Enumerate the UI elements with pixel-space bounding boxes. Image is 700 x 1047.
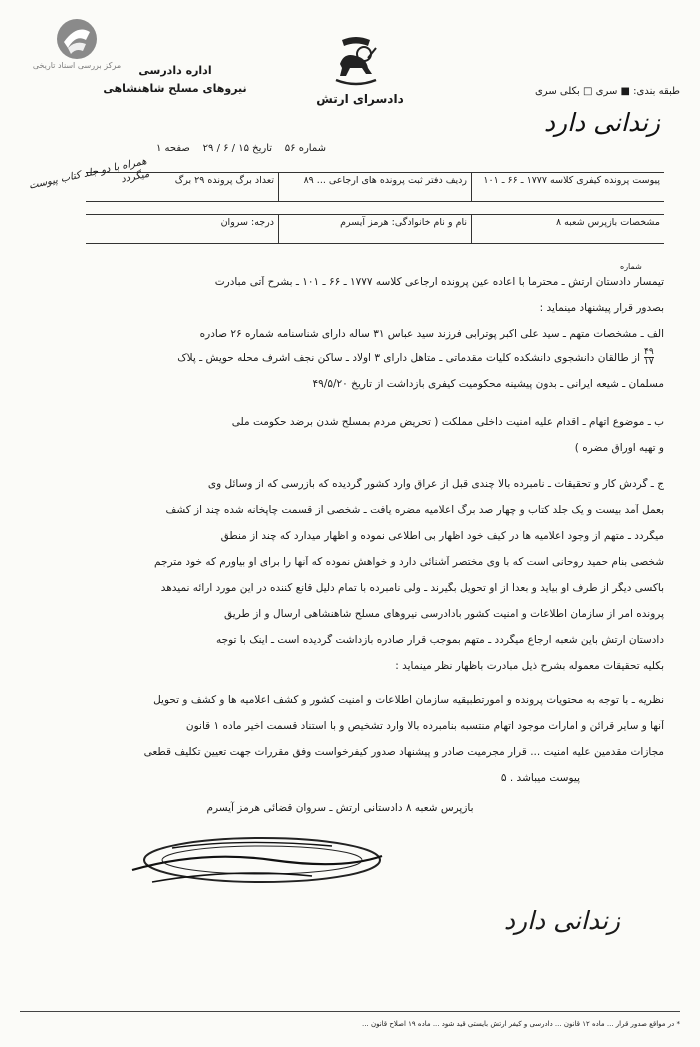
document-date: تاریخ ۱۵ / ۶ / ۲۹ bbox=[202, 143, 273, 154]
classification-field: طبقه بندی: ■ سری □ بکلی سری bbox=[534, 86, 680, 97]
office-line-2: نیروهای مسلح شاهنشاهی bbox=[103, 82, 247, 95]
file-field: پیوست پرونده کیفری کلاسه ۱۷۷۷ ـ ۶۶ ـ ۱۰۱ bbox=[471, 173, 664, 201]
body-line: بعمل آمد بیست و یک جلد کتاب و چهار صد برگ اعلامیه مضره یافت ـ شخصی از قسمت چاپخانه شده چند از کشف bbox=[165, 504, 664, 516]
body-line: ج ـ گردش کار و تحقیقات ـ نامبرده بالا چندی قبل از عراق وارد کشور گردیده که بازرسی که از وسائل وی bbox=[207, 478, 664, 490]
body-line: پرونده امر از سازمان اطلاعات و امنیت کشور بادادرسی نیروهای مسلح شاهنشاهی ارسال و از طریق bbox=[224, 608, 664, 620]
body-line: بکلیه تحقیقات معموله بشرح ذیل مبادرت باظهار نظر مینماید : bbox=[395, 660, 664, 672]
body-line: ب ـ موضوع اتهام ـ اقدام علیه امنیت داخلی مملکت ( تحریض مردم بمسلح شدن برضد حکومت ملی bbox=[231, 416, 664, 428]
watermark-text: مرکز بررسی اسناد تاریخی bbox=[32, 61, 122, 70]
body-line: مجازات مقدمین علیه امنیت ... قرار مجرمیت صادر و پیشنهاد صدور کیفرخواست وفق مقررات جهت تعیین تکلیف قطعی bbox=[143, 746, 664, 758]
fraction-bottom: ۱۷ bbox=[644, 357, 654, 367]
court-name: دادسرای ارتش bbox=[316, 92, 404, 106]
fraction-top: ۴۹ bbox=[644, 347, 654, 357]
office-header bbox=[100, 62, 250, 98]
body-line: پیوست میباشد . ۵ bbox=[500, 772, 580, 784]
body-line: آنها و سایر قرائن و امارات موجود اتهام منتسبه بنامبرده بالا وارد تشخیص و با استناد قسمت اخیر ماده ۱ قانون bbox=[185, 720, 664, 732]
body-line: الف ـ مشخصات متهم ـ سید علی اکبر پوترابی فرزند سید عباس ۳۱ ساله دارای شناسنامه شماره ۲۶ صادره bbox=[199, 328, 664, 340]
body-line: میگردد ـ متهم از وجود اعلامیه ها در کیف خود اظهار بی اطلاعی نموده و اظهار میدارد که چند از منطق bbox=[220, 530, 664, 542]
rank-field: درجه: سروان bbox=[220, 217, 274, 228]
body-line: و تهیه اوراق مضره ) bbox=[574, 442, 664, 454]
page-count-field: تعداد برگ پرونده ۲۹ برگ bbox=[174, 175, 274, 186]
form-row-investigator bbox=[86, 214, 664, 244]
lion-and-sun-emblem-icon bbox=[328, 34, 384, 88]
archive-logo-icon bbox=[56, 18, 98, 60]
footer-note: * در مواقع صدور قرار ... ماده ۱۲ قانون ... دادرسی و کیفر ارتش بایستی قید شود ... ماده ۱۹ اصلاح قانون ... bbox=[362, 1020, 680, 1028]
signature-line: بازپرس شعبه ۸ دادستانی ارتش ـ سروان قضائی هرمز آیسرم bbox=[206, 802, 474, 814]
house-number-fraction bbox=[644, 348, 654, 367]
document-number: شماره ۵۶ bbox=[284, 143, 326, 154]
body-line: شخصی بنام حمید روحانی است که با وی مختصر آشنائی دارد و خواهش نموده که آنها را برای او بیاورم که خود مترجم bbox=[154, 556, 664, 568]
body-line: نظریه ـ با توجه به محتویات پرونده و امورتطبیقیه سازمان اطلاعات و امنیت کشور و کشف اعلامیه ها و کشف و تحویل bbox=[153, 694, 664, 706]
body-line: دادستان ارتش باین شعبه ارجاع میگردد ـ متهم بموجب قرار صادره بازداشت گردیده است ـ اینک با توجه bbox=[215, 634, 664, 646]
body-line: مسلمان ـ شیعه ایرانی ـ بدون پیشینه محکومیت کیفری بازداشت از تاریخ ۴۹/۵/۲۰ bbox=[312, 378, 664, 390]
body-line: تیمسار دادستان ارتش ـ محترماً با اعاده عین پرونده ارجاعی کلاسه ۱۷۷۷ ـ ۶۶ ـ ۱۰۱ ـ بشرح آتی مبادرت bbox=[214, 276, 664, 288]
body-line: بصدور قرار پیشنهاد مینماید : bbox=[539, 302, 664, 314]
document-page-number: صفحه ۱ bbox=[156, 143, 190, 154]
office-line-1: اداره دادرسی bbox=[138, 64, 212, 77]
reference-field: ردیف دفتر ثبت پرونده های ارجاعی ... ۸۹ bbox=[278, 173, 471, 201]
form-row-file bbox=[86, 172, 664, 202]
investigator-field: مشخصات بازپرس شعبه ۸ bbox=[471, 215, 664, 243]
margin-label: شماره bbox=[620, 262, 642, 271]
investigator-name-field: نام و نام خانوادگی: هرمز آیسرم bbox=[278, 215, 471, 243]
handwritten-note: همراه با دو جلد کتاب پیوست میگردد bbox=[28, 155, 151, 192]
body-line: باکسی دیگر از طرف او بیاید و بعداً از او تحویل بگیرند ـ ولی نامبرده با تمام دلیل قانع کننده در این مورد ارائه نمیدهد bbox=[160, 582, 664, 594]
document-meta bbox=[86, 143, 326, 154]
detained-stamp-top: زندانی دارد bbox=[543, 108, 660, 137]
detained-stamp-bottom: زندانی دارد bbox=[503, 906, 620, 935]
body-line: از طالقان دانشجوی دانشکده کلیات مقدماتی ـ متاهل دارای ۳ اولاد ـ ساکن نجف اشرف محله حویش ـ پلاک bbox=[177, 352, 640, 364]
oval-seal-signature-icon bbox=[112, 830, 387, 900]
footer-divider bbox=[20, 1011, 680, 1012]
